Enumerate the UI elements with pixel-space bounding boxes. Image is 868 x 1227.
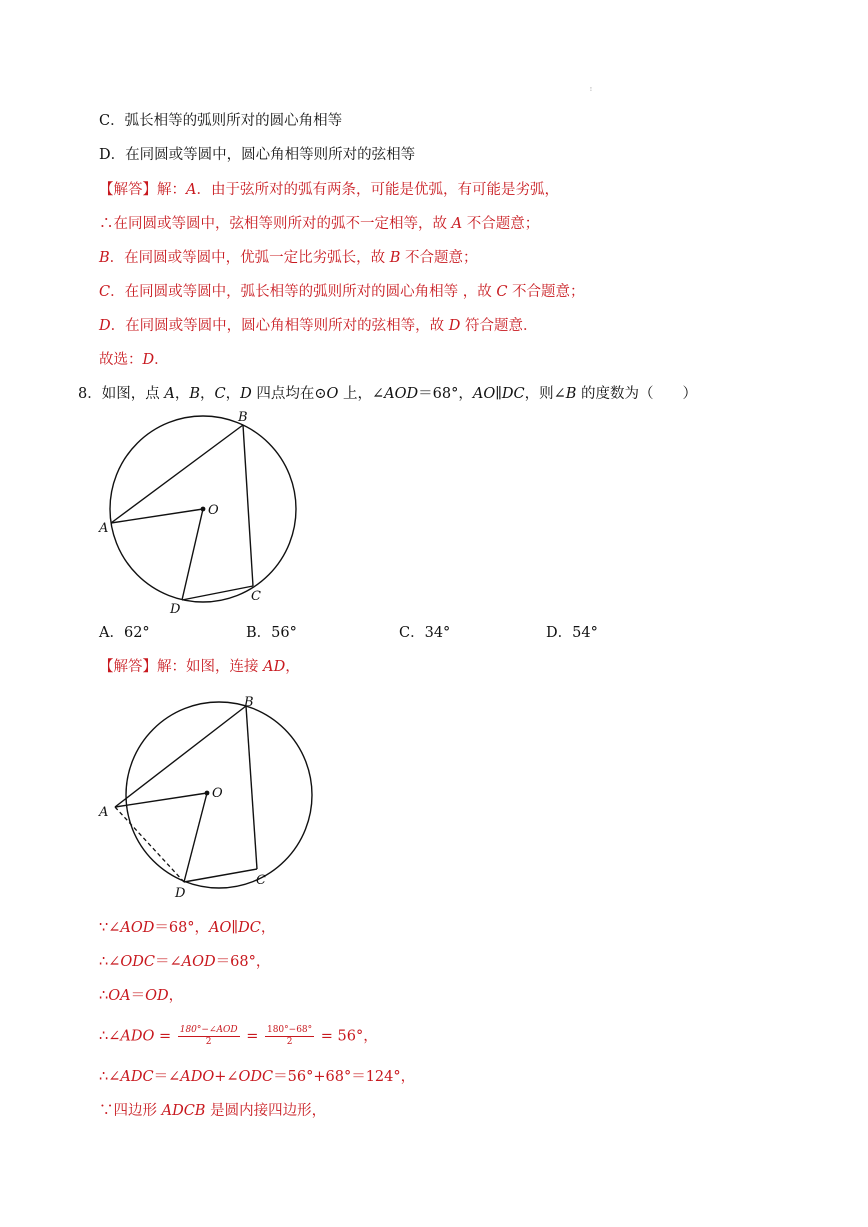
math-var: ODC [238, 1069, 274, 1085]
segment-ao-solution [115, 793, 207, 807]
text: ∵四边形 [99, 1103, 162, 1119]
math-var: AD [263, 659, 286, 675]
text: ＝68°， [418, 386, 473, 402]
option-b: B．56° [246, 625, 297, 641]
label-o-solution: O [212, 786, 223, 801]
text: 解： [157, 182, 186, 198]
math-var: DC [238, 920, 261, 936]
solution-step-1 [99, 918, 275, 938]
fraction-numerator: 180°−∠AOD [179, 1025, 238, 1035]
math-var: D [448, 318, 461, 334]
math-var: OA [108, 988, 131, 1004]
segment-ad-dashed [115, 807, 184, 882]
math-var: AOD [120, 920, 155, 936]
math-var: D [240, 386, 252, 402]
text: ．在同圆或等圆中，弧长相等的弧则所对的圆心角相等 ，故 [110, 284, 497, 300]
label-o: O [208, 503, 219, 518]
segment-bc [243, 425, 253, 586]
text: ， [174, 386, 190, 402]
fraction-denominator: 2 [286, 1037, 293, 1047]
text: ∵∠ [99, 920, 121, 936]
text: ＝68°， [215, 954, 271, 970]
solution-step-5 [99, 1067, 415, 1087]
math-var: ADC [120, 1069, 154, 1085]
math-var: ODC [120, 954, 155, 970]
center-dot [201, 507, 206, 512]
math-var: B [565, 386, 577, 402]
text: ， [225, 386, 241, 402]
math-var: C [496, 284, 508, 300]
text: 故选： [99, 352, 143, 368]
text: ， [285, 659, 300, 675]
text: 解：如图，连接 [157, 659, 264, 675]
text: 的度数为（ ） [576, 386, 698, 402]
text: ．由于弦所对的弧有两条，可能是优弧，有可能是劣弧， [196, 182, 559, 198]
text: 不合题意； [507, 284, 585, 300]
segment-bc-solution [246, 706, 257, 869]
fraction-numerator: 180°−68° [266, 1025, 313, 1035]
center-dot-solution [205, 791, 210, 796]
label-a: A [99, 521, 109, 536]
label-d: D [170, 602, 181, 617]
text: 是圆内接四边形， [205, 1103, 327, 1119]
math-var: ADO [120, 1028, 155, 1045]
text: 四点均在⊙ [251, 386, 327, 402]
solution-step-4 [99, 1025, 378, 1048]
solution-step-3 [99, 986, 183, 1006]
math-var: B [99, 250, 110, 266]
text: 上，∠ [338, 386, 385, 402]
math-var: C [214, 386, 226, 402]
segment-od-solution [184, 793, 207, 882]
math-var: DC [501, 386, 525, 402]
math-var: D [142, 352, 155, 368]
label-c: C [251, 589, 261, 604]
label-c-solution: C [256, 873, 266, 888]
option-c-prev: C．弧长相等的弧则所对的圆心角相等 [99, 113, 343, 129]
text: 不合题意； [400, 250, 478, 266]
math-var: D [99, 318, 111, 334]
text: 不合题意； [462, 216, 540, 232]
text: ＝56°+68°＝124°， [273, 1069, 416, 1085]
fraction-denominator: 2 [205, 1037, 212, 1047]
option-a: A．62° [99, 625, 150, 641]
math-var: AOD [384, 386, 419, 402]
solution-step-2 [99, 952, 270, 972]
option-d: D．54° [546, 625, 598, 641]
text: = [154, 1028, 176, 1045]
math-var: B [389, 250, 401, 266]
page-mark: ⁝ [590, 86, 592, 93]
math-var: OD [145, 988, 169, 1004]
text: ∥ [495, 386, 502, 402]
text: ∴ [99, 988, 109, 1004]
solution-intro [99, 657, 300, 677]
label-a-solution: A [99, 805, 109, 820]
label-d-solution: D [175, 886, 186, 901]
text: ∴∠ [99, 1069, 121, 1085]
label-b: B [238, 410, 248, 425]
text: ＝68°， [154, 920, 210, 936]
segment-ao [111, 509, 203, 523]
segment-dc-solution [184, 869, 257, 882]
text: ， [199, 386, 215, 402]
math-var: B [189, 386, 200, 402]
text: = [241, 1028, 263, 1045]
math-var: O [326, 386, 339, 402]
text: ， [168, 988, 184, 1004]
text: +∠ [214, 1069, 239, 1085]
option-c: C．34° [399, 625, 451, 641]
text: ， [260, 920, 276, 936]
math-var: A [164, 386, 175, 402]
text: ．在同圆或等圆中，圆心角相等则所对的弦相等，故 [110, 318, 449, 334]
text: ＝ [130, 988, 146, 1004]
segment-od [182, 509, 203, 600]
segment-ab [111, 425, 243, 523]
math-var: ADO [180, 1069, 215, 1085]
math-var: A [451, 216, 463, 232]
text: ＝∠ [153, 1069, 181, 1085]
text: ．在同圆或等圆中，优弧一定比劣弧长，故 [109, 250, 390, 266]
answer-tag: 【解答】 [99, 182, 157, 198]
math-var: AO [472, 386, 496, 402]
label-b-solution: B [244, 695, 254, 710]
math-var: AO [209, 920, 232, 936]
fraction-1 [178, 1025, 240, 1048]
math-var: ADCB [161, 1103, 206, 1119]
text: ∴∠ [99, 954, 121, 970]
text: ＝∠ [154, 954, 182, 970]
math-var: AOD [181, 954, 216, 970]
solution-step-6 [99, 1101, 326, 1121]
text: ∥ [231, 920, 239, 936]
answer-tag: 【解答】 [99, 659, 157, 675]
math-var: C [99, 284, 111, 300]
text: = 56°， [316, 1028, 378, 1045]
option-d-prev: D．在同圆或等圆中，圆心角相等则所对的弦相等 [99, 147, 416, 163]
text: ∴在同圆或等圆中，弦相等则所对的弧不一定相等，故 [99, 216, 452, 232]
text: 符合题意． [460, 318, 538, 334]
text: 8．如图，点 [78, 386, 165, 402]
text: ． [154, 352, 169, 368]
text: ∴∠ [99, 1028, 121, 1045]
fraction-2 [265, 1025, 314, 1048]
math-var: A [186, 182, 197, 198]
text: ，则∠ [524, 386, 566, 402]
